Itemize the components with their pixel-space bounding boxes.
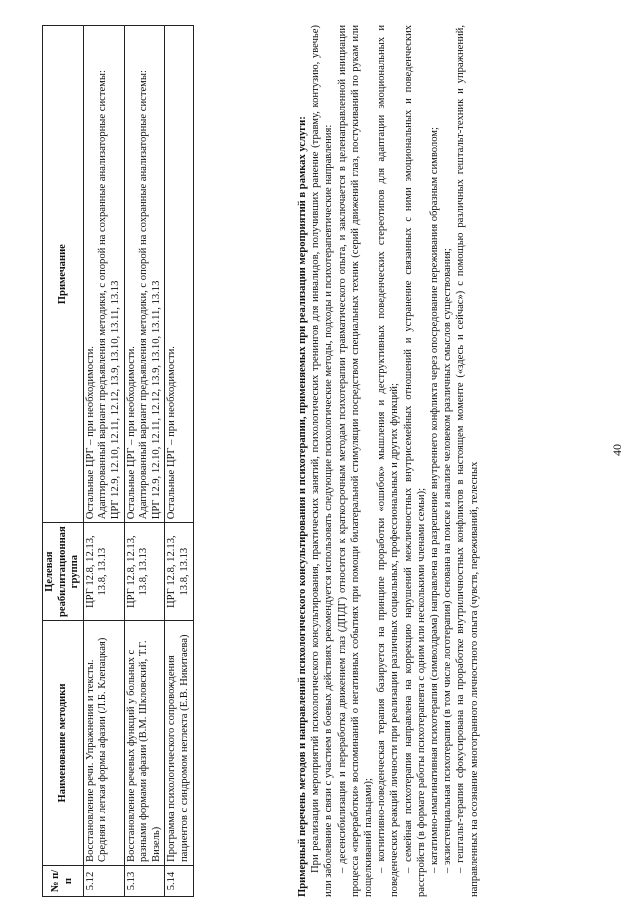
row-note: [124, 26, 165, 523]
method-item: – экзистенциальная психотерапия (в том числе логотерапия) основана на поиске и анализе человеком различных смыслов существования;: [442, 248, 454, 873]
row-note: [165, 26, 193, 523]
page-number: 40: [610, 444, 624, 456]
header-group: Целевая реабилитационная группа: [43, 523, 84, 621]
psychotherapy-methods-section: [296, 25, 481, 897]
method-item: – гештальт-терапия сфокусирована на проработке внутриличностных конфликтов в настоящем моменте («здесь и сейчас») с помощью различных гештальт-техник и упражнений, направленных на осознание многогранного личностного опыта (чувств, переживаний, телесных: [455, 25, 480, 897]
row-name: Восстановление речи. Упражнения и тексты. Средняя и легкая формы афазии (Л.Б. Клепацкая): [83, 621, 124, 866]
row-group: ЦРГ 12.8, 12.13, 13.8, 13.13: [83, 523, 124, 621]
row-name: Восстановление речевых функций у больных с разными формами афазии (В.М. Шкловский, Т.Г. Визель): [124, 621, 165, 866]
table-row: [83, 26, 124, 897]
note-line: Остальные ЦРГ – при необходимости.: [84, 346, 96, 520]
row-num: 5.13: [124, 866, 165, 897]
note-line: ЦРГ 12.9, 12.10, 12.11, 12.12, 13.9, 13.10, 13.11, 13.13: [150, 280, 162, 520]
methods-table: [42, 25, 194, 897]
header-name: Наименование методики: [43, 621, 84, 866]
note-line: Адаптированный вариант предъявления методики, с опорой на сохранные анализаторные системы:: [97, 70, 109, 520]
table-row: [124, 26, 165, 897]
method-item: – кататимно-имагинативная психотерапия (символдрама) направлена на разрешение внутреннего конфликта через опосредование переживания образным символом;: [429, 127, 441, 873]
row-name: Программа психологического сопровождения пациентов с синдромом неглекта (Е.В. Никитаева): [165, 621, 193, 866]
header-num: № п/п: [43, 866, 84, 897]
row-note: [83, 26, 124, 523]
row-group: ЦРГ 12.8, 12.13, 13.8, 13.13: [124, 523, 165, 621]
method-item: – когнитивно-поведенческая терапия базируется на принципе проработки «ошибок» мышления и деструктивных поведенческих стереотипов для адаптации эмоциональных и поведенческих реакций личности при реализации различных социальных, профессиональных и других функций;: [376, 25, 401, 897]
method-item: – семейная психотерапия направлена на коррекцию нарушений межличностных внутрисемейных отношений и устранение связанных с ними эмоциональных и поведенческих расстройств (в формате работы психотерапевта с одним или несколькими членами семьи);: [402, 25, 427, 897]
row-num: 5.12: [83, 866, 124, 897]
note-line: Остальные ЦРГ – при необходимости.: [166, 346, 178, 520]
table-header-row: [43, 26, 84, 897]
table-row: [165, 26, 193, 897]
row-group: ЦРГ 12.8, 12.13, 13.8, 13.13: [165, 523, 193, 621]
method-item: – десенсибилизация и переработка движением глаз (ДПДГ) относится к краткосрочным методам психотерапии травматического опыта, и заключается в целенаправленной инициации процесса «переработки» воспоминаний о негативных событиях при помощи билатеральной стимуляции посредством специальных техник (серий движений глаз, постукиваний по рукам или пощелкиваний пальцами);: [336, 25, 375, 897]
note-line: Остальные ЦРГ – при необходимости.: [125, 346, 137, 520]
row-num: 5.14: [165, 866, 193, 897]
section-intro: При реализации мероприятий психологического консультирования, практических занятий, психологических тренингов для инвалидов, получивших ранение (травму, контузию, увечье) или заболевание в связи с участием в боевых действиях рекомендуется использовать следующие психологические методы, подходы и психотерапевтические направления:: [310, 25, 335, 897]
header-note: Примечание: [43, 26, 84, 523]
note-line: ЦРГ 12.9, 12.10, 12.11, 12.12, 13.9, 13.10, 13.11, 13.13: [109, 280, 121, 520]
note-line: Адаптированный вариант предъявления методики, с опорой на сохранные анализаторные системы:: [138, 70, 150, 520]
section-heading: Примерный перечень методов и направлений психологического консультирования и психотерапии, применяемых при реализации мероприятий в рамках услуги:: [297, 116, 308, 897]
